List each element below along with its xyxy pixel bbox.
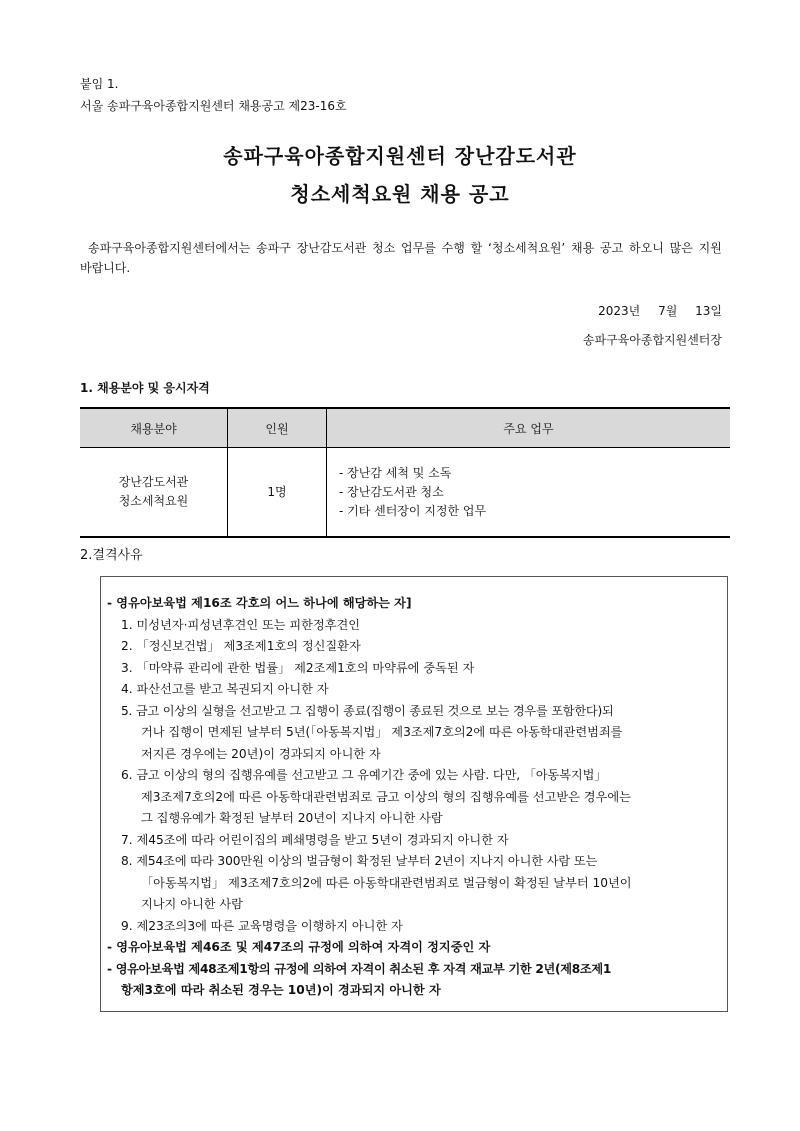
issue-date: 2023년 7월 13일 xyxy=(598,304,722,318)
list-item: 2. 「정신보건법」 제3조제1호의 정신질환자 xyxy=(121,639,361,653)
list-item-continuation: 지나지 아니한 사람 xyxy=(141,897,243,911)
list-item: 6. 금고 이상의 형의 집행유예를 선고받고 그 유예기간 중에 있는 사람. 다만, 「아동복지법」 xyxy=(121,768,607,782)
cell-count: 1명 xyxy=(228,448,327,538)
list-item: 8. 제54조에 따라 300만원 이상의 벌금형이 확정된 날부터 2년이 지나지 아니한 사람 또는 xyxy=(121,854,598,868)
section1-heading: 1. 채용분야 및 응시자격 xyxy=(80,381,210,395)
list-item: 5. 금고 이상의 실형을 선고받고 그 집행이 종료(집행이 종료된 것으로 보는 경우를 포함한다)되 xyxy=(121,704,614,718)
document-title-line2: 청소세척요원 채용 공고 xyxy=(290,182,510,206)
list-item: 1. 미성년자·피성년후견인 또는 피한정후견인 xyxy=(121,618,361,632)
header-field: 채용분야 xyxy=(80,408,228,448)
list-item-continuation: 저지른 경우에는 20년)이 경과되지 아니한 자 xyxy=(141,747,381,761)
group1-title: - 영유아보육법 제16조 각호의 어느 하나에 해당하는 자] xyxy=(107,596,412,610)
group3-continuation: 항제3호에 따라 취소된 경우는 10년)이 경과되지 아니한 자 xyxy=(121,983,441,997)
list-item: 4. 파산선고를 받고 복권되지 아니한 자 xyxy=(121,682,329,696)
duty-item: - 장난감 세척 및 소독 xyxy=(339,465,452,480)
duty-item: - 기타 센터장이 지정한 업무 xyxy=(339,503,487,518)
list-item: 3. 「마약류 관리에 관한 법률」 제2조제1호의 마약류에 중독된 자 xyxy=(121,661,475,675)
list-item: 9. 제23조의3에 따른 교육명령을 이행하지 아니한 자 xyxy=(121,919,403,933)
list-item-continuation: 제3조제7호의2에 따른 아동학대관련범죄로 금고 이상의 형의 집행유예를 선고받은 경우에는 xyxy=(141,790,631,804)
notice-number: 서울 송파구육아종합지원센터 채용공고 제23-16호 xyxy=(80,99,347,113)
group3-title: - 영유아보육법 제48조제1항의 규정에 의하여 자격이 취소된 후 자격 재교부 기한 2년(제8조제1 xyxy=(107,962,612,976)
header-count: 인원 xyxy=(228,408,327,448)
table-row xyxy=(80,448,730,538)
list-item: 7. 제45조에 따라 어린이집의 폐쇄명령을 받고 5년이 경과되지 아니한 자 xyxy=(121,833,509,847)
list-item-continuation: 거나 집행이 면제된 날부터 5년(「아동복지법」 제3조제7호의2에 따른 아동학대관련범죄를 xyxy=(141,725,623,739)
field-line2: 청소세척요원 xyxy=(118,494,189,508)
cell-duties xyxy=(327,448,731,538)
header-duties: 주요 업무 xyxy=(327,408,731,448)
issuer: 송파구육아종합지원센터장 xyxy=(582,333,722,347)
list-item-continuation: 「아동복지법」 제3조제7호의2에 따른 아동학대관련범죄로 벌금형이 확정된 날부터 10년이 xyxy=(141,876,632,890)
recruitment-table xyxy=(80,407,730,538)
document-title-line1: 송파구육아종합지원센터 장난감도서관 xyxy=(223,144,577,168)
duty-item: - 장난감도서관 청소 xyxy=(339,484,444,499)
intro-paragraph: 송파구육아종합지원센터에서는 송파구 장난감도서관 청소 업무를 수행 할 ‘청소세척요원’ 채용 공고 하오니 많은 지원 바랍니다. xyxy=(80,241,722,275)
field-line1: 장난감도서관 xyxy=(118,475,189,489)
cell-field xyxy=(80,448,228,538)
attachment-label: 붙임 1. xyxy=(80,77,119,91)
section2-heading: 2.결격사유 xyxy=(80,548,143,563)
table-header-row xyxy=(80,408,730,448)
disqualification-box xyxy=(100,576,728,1012)
list-item-continuation: 그 집행유예가 확정된 날부터 20년이 지나지 아니한 사람 xyxy=(141,811,443,825)
group2-title: - 영유아보육법 제46조 및 제47조의 규정에 의하여 자격이 정지중인 자 xyxy=(107,940,491,954)
